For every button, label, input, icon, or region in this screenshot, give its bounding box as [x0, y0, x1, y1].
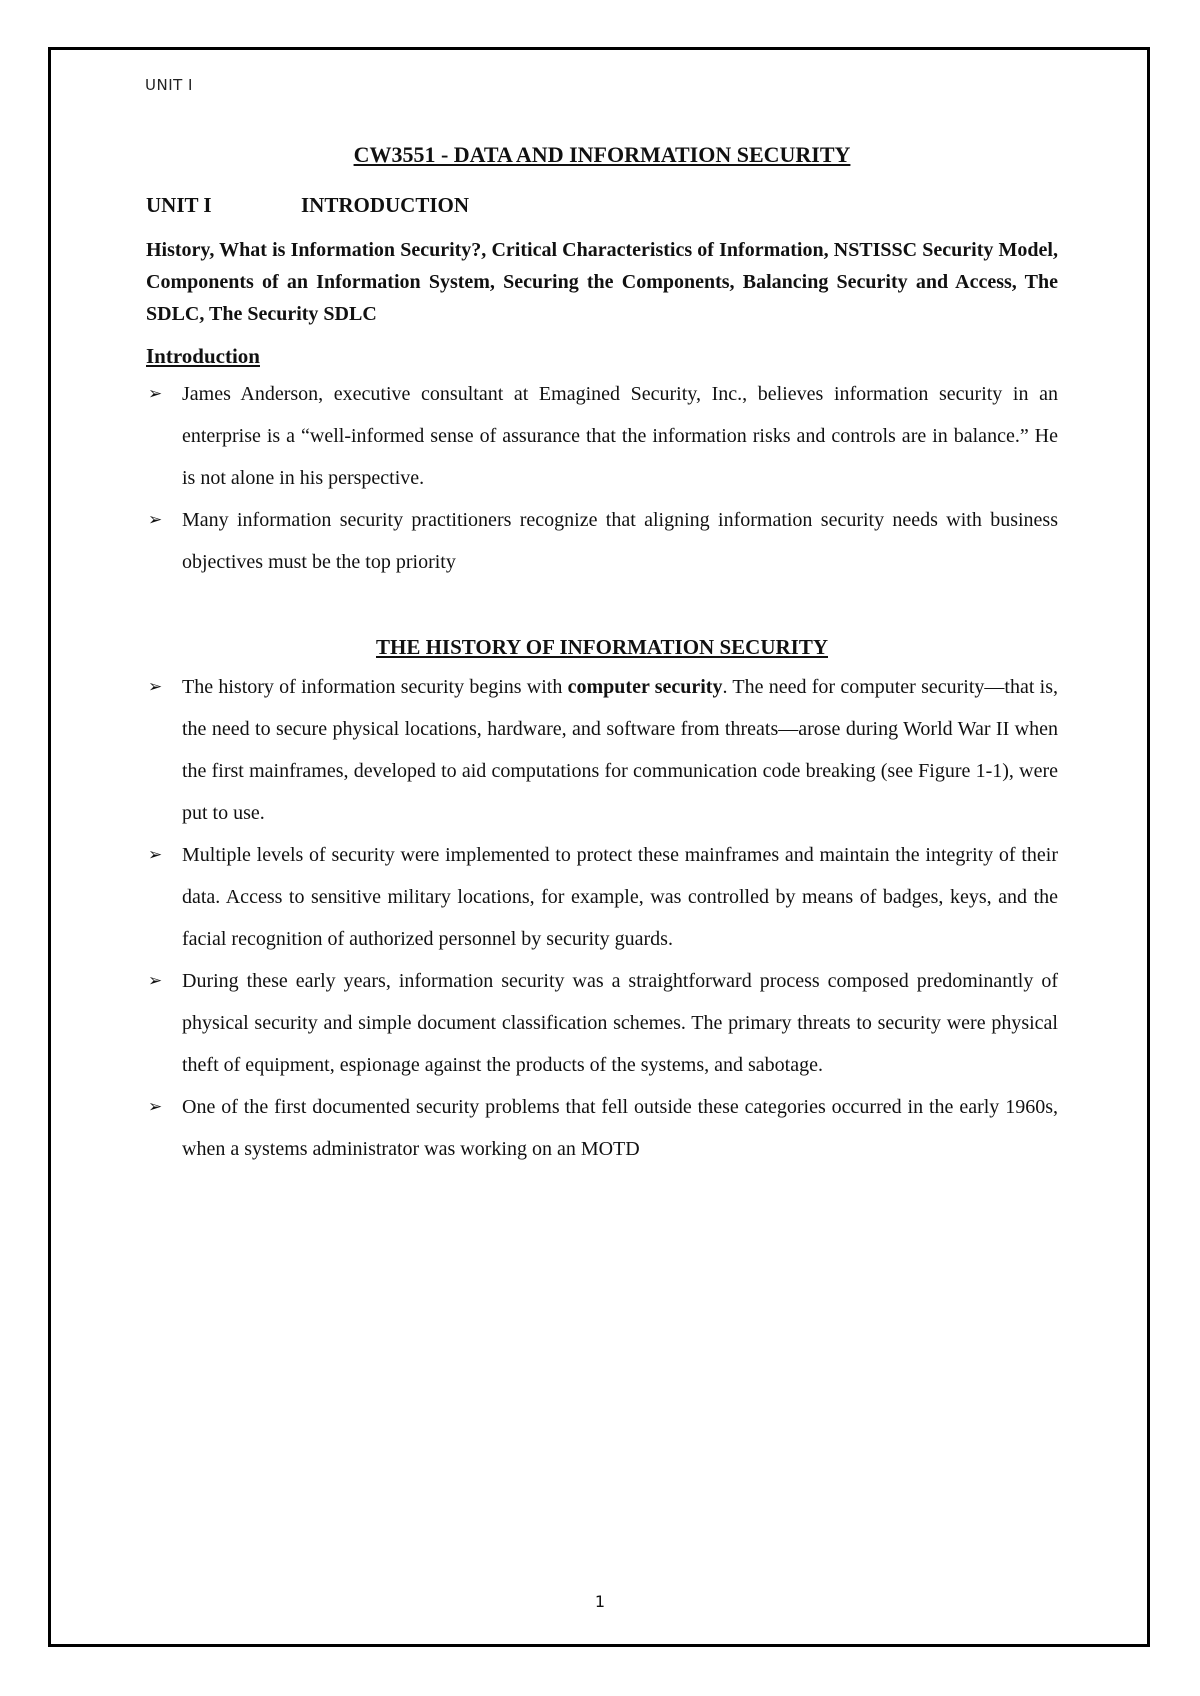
list-item-text-end: . The need for computer security—that is, the need to secure physical locations, hardware, and software from threats—arose during World War II when the first mainframes, developed to aid computations for communication code breaking (see Figure 1-1), were put to use.: [182, 676, 1058, 824]
list-item: [146, 373, 1058, 499]
history-list: [146, 666, 1058, 1170]
list-item-text: One of the first documented security problems that fell outside these categories occurred in the early 1960s, when a systems administrator was working on an MOTD: [182, 1096, 1058, 1160]
list-item-text: James Anderson, executive consultant at Emagined Security, Inc., believes information security in an enterprise is a “well-informed sense of assurance that the information risks and controls are in balance.” He is not alone in his perspective.: [182, 383, 1058, 489]
arrow-bullet-icon: ➢: [148, 677, 163, 697]
arrow-bullet-icon: ➢: [148, 510, 163, 530]
document-title: CW3551 - DATA AND INFORMATION SECURITY: [353, 142, 851, 167]
history-heading: THE HISTORY OF INFORMATION SECURITY: [376, 635, 828, 659]
arrow-bullet-icon: ➢: [148, 384, 163, 404]
syllabus-topics: History, What is Information Security?, Critical Characteristics of Information, NSTISSC Security Model, Components of an Information System, Securing the Components, Balancing Security and Access, The SDLC, The Security SDLC: [146, 239, 1058, 325]
arrow-bullet-icon: ➢: [148, 971, 163, 991]
emphasis-computer-security: computer security: [567, 676, 723, 698]
list-item-text: During these early years, information security was a straightforward process composed predominantly of physical security and simple document classification schemes. The primary threats to security were physical theft of equipment, espionage against the products of the systems, and sabotage.: [182, 970, 1058, 1076]
arrow-bullet-icon: ➢: [148, 845, 163, 865]
running-header: UNIT I: [145, 76, 193, 94]
list-item: [146, 960, 1058, 1086]
introduction-heading: Introduction: [146, 344, 260, 368]
list-item: [146, 666, 1058, 834]
list-item-text-start: The history of information security begins with: [182, 676, 568, 698]
list-item: [146, 1086, 1058, 1170]
document-body: [146, 142, 1058, 1170]
page-number: 1: [594, 1592, 606, 1611]
arrow-bullet-icon: ➢: [148, 1097, 163, 1117]
list-item: [146, 499, 1058, 583]
introduction-list: [146, 373, 1058, 583]
list-item-text: Many information security practitioners recognize that aligning information security needs with business objectives must be the top priority: [182, 509, 1058, 573]
unit-label: UNIT I: [146, 192, 212, 217]
list-item: [146, 834, 1058, 960]
list-item-text: Multiple levels of security were implemented to protect these mainframes and maintain the integrity of their data. Access to sensitive military locations, for example, was controlled by means of badges, keys, and the facial recognition of authorized personnel by security guards.: [182, 844, 1058, 950]
unit-line: [146, 182, 1058, 228]
unit-name: INTRODUCTION: [301, 192, 470, 217]
